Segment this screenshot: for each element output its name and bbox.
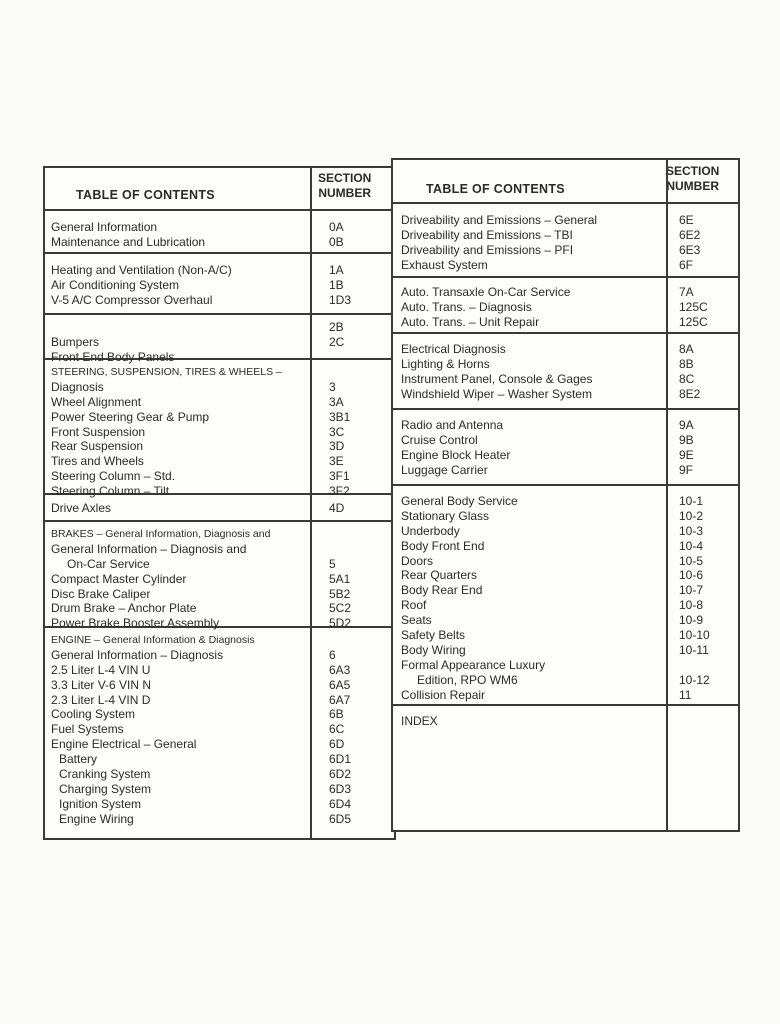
toc-group [45, 360, 394, 499]
toc-entry-section: 10-8 [679, 598, 704, 613]
toc-entry-section: 125C [679, 299, 708, 314]
toc-entry-section: 10-11 [679, 642, 709, 657]
toc-entry-title: Seats [401, 613, 432, 628]
toc-entry-section: 3D [329, 439, 345, 454]
toc-row [393, 243, 738, 258]
toc-entry-section: 8B [679, 356, 694, 371]
toc-row [393, 613, 738, 628]
toc-entry-title: Maintenance and Lubrication [51, 234, 206, 249]
toc-entry-section: 10-6 [679, 568, 704, 583]
toc-entry-section: 6B [329, 707, 344, 722]
toc-row [393, 539, 738, 554]
toc-entry-title: Body Wiring [401, 642, 466, 657]
toc-entry-title: Engine Electrical – General [51, 737, 197, 752]
toc-row [45, 693, 394, 708]
toc-entry-section: 6E2 [679, 227, 701, 242]
toc-entry-title: Radio and Antenna [401, 418, 504, 432]
toc-entry-title: Windshield Wiper – Washer System [401, 386, 592, 401]
toc-entry-title: STEERING, SUSPENSION, TIRES & WHEELS – [51, 366, 282, 378]
toc-row [45, 542, 394, 557]
toc-entry-section: 6D [329, 737, 345, 752]
toc-entry-section: 8A [679, 342, 694, 356]
toc-row [393, 673, 738, 688]
toc-entry-title: Underbody [401, 523, 460, 538]
toc-row [393, 258, 738, 273]
toc-entry-title: Doors [401, 553, 434, 568]
toc-row [45, 425, 394, 440]
toc-entry-title: Front Suspension [51, 424, 146, 439]
toc-row [45, 320, 394, 335]
toc-entry-title: Stationary Glass [401, 508, 490, 523]
toc-entry-section: 10-10 [679, 628, 710, 643]
toc-row [45, 648, 394, 663]
toc-entry-title: Air Conditioning System [51, 277, 180, 292]
toc-row [45, 572, 394, 587]
toc-entry-section: 10-9 [679, 613, 704, 628]
toc-entry-section: 10-5 [679, 553, 704, 568]
toc-group [393, 706, 738, 830]
toc-entry-title: Drum Brake – Anchor Plate [51, 601, 197, 616]
toc-entry-title: Power Brake Booster Assembly [51, 616, 220, 631]
toc-entry-section: 6F [679, 257, 694, 272]
toc-group [45, 254, 394, 315]
toc-row [393, 494, 738, 509]
toc-table-left [43, 166, 396, 840]
toc-entry-section: 6 [329, 647, 336, 662]
toc-entry-section: 11 [679, 687, 692, 702]
toc-row [45, 633, 394, 648]
toc-entry-title: Body Front End [401, 538, 485, 553]
toc-entry-title: Driveability and Emissions – General [401, 213, 598, 227]
toc-row [393, 568, 738, 583]
toc-group [45, 495, 394, 522]
toc-row [45, 557, 394, 572]
toc-row [45, 278, 394, 293]
toc-entry-title: Diagnosis [51, 379, 104, 394]
toc-title: TABLE OF CONTENTS [426, 182, 565, 196]
toc-entry-title: Tires and Wheels [51, 454, 144, 469]
toc-entry-title: Bumpers [51, 334, 100, 349]
toc-entry-section: 3B1 [329, 409, 351, 424]
toc-group [393, 334, 738, 410]
toc-entry-title: Exhaust System [401, 257, 488, 272]
toc-entry-title: Wheel Alignment [51, 394, 142, 409]
toc-row [45, 293, 394, 308]
section-number-heading: SECTION NUMBER [318, 171, 372, 200]
toc-entry-section: 6A3 [329, 662, 351, 677]
toc-entry-section: 8E2 [679, 386, 701, 401]
toc-entry-section: 8C [679, 371, 695, 386]
toc-entry-section: 3 [329, 379, 336, 394]
toc-entry-section: 10-3 [679, 523, 704, 538]
toc-entry-section: 0A [329, 220, 344, 234]
toc-entry-section: 6E3 [679, 242, 701, 257]
toc-entry-title: Cranking System [59, 767, 151, 782]
toc-row [45, 737, 394, 752]
toc-row [393, 213, 738, 228]
toc-row [45, 220, 394, 235]
toc-entry-title: 2.3 Liter L-4 VIN D [51, 692, 151, 707]
toc-row [393, 714, 738, 729]
toc-entry-title: Drive Axles [51, 501, 112, 515]
toc-entry-title: Rear Suspension [51, 439, 144, 454]
toc-row [393, 688, 738, 703]
toc-entry-title: Auto. Transaxle On-Car Service [401, 285, 571, 299]
toc-entry-section: 10-12 [679, 672, 710, 687]
toc-entry-section: 10-2 [679, 508, 704, 523]
toc-entry-section: 6A5 [329, 677, 351, 692]
toc-entry-section: 9A [679, 418, 694, 432]
toc-group [45, 211, 394, 254]
toc-row [45, 812, 394, 827]
toc-row [393, 448, 738, 463]
toc-entry-section: 3F1 [329, 469, 350, 484]
toc-entry-title: Safety Belts [401, 628, 466, 643]
toc-entry-section: 7A [679, 285, 694, 299]
toc-row [393, 357, 738, 372]
toc-entry-section: 3C [329, 424, 345, 439]
toc-entry-title: Cruise Control [401, 432, 478, 447]
toc-header-right [393, 160, 738, 204]
toc-entry-section: 4D [329, 501, 345, 515]
toc-entry-title: Heating and Ventilation (Non-A/C) [51, 263, 232, 277]
toc-entry-section: 125C [679, 314, 708, 329]
toc-row [393, 628, 738, 643]
toc-entry-section: 6D1 [329, 752, 352, 767]
toc-row [393, 463, 738, 478]
toc-entry-section: 10-7 [679, 583, 704, 598]
toc-entry-title: Engine Wiring [59, 811, 134, 826]
toc-row [45, 601, 394, 616]
toc-row [45, 663, 394, 678]
toc-row [45, 678, 394, 693]
toc-entry-title: Compact Master Cylinder [51, 571, 187, 586]
toc-row [393, 658, 738, 673]
toc-row [45, 501, 394, 516]
toc-entry-title: Driveability and Emissions – PFI [401, 242, 574, 257]
toc-entry-section: 2C [329, 334, 345, 349]
toc-row [393, 554, 738, 569]
toc-row [45, 797, 394, 812]
toc-entry-title: Ignition System [59, 796, 142, 811]
toc-entry-section: 6D2 [329, 767, 352, 782]
toc-entry-title: V-5 A/C Compressor Overhaul [51, 292, 213, 307]
toc-entry-title: Driveability and Emissions – TBI [401, 227, 573, 242]
toc-entry-title: Front End Body Panels [51, 349, 175, 364]
toc-entry-title: BRAKES – General Information, Diagnosis and [51, 528, 271, 540]
toc-entry-title: Body Rear End [401, 583, 483, 598]
toc-row [45, 587, 394, 602]
toc-entry-title: Charging System [59, 781, 152, 796]
toc-entry-title: On-Car Service [67, 556, 150, 571]
toc-row [45, 782, 394, 797]
toc-entry-title: Battery [59, 752, 98, 767]
toc-row [393, 387, 738, 402]
toc-row [393, 418, 738, 433]
toc-entry-title: Instrument Panel, Console & Gages [401, 371, 593, 386]
toc-entry-section: 5A1 [329, 571, 351, 586]
toc-entry-section: 6D3 [329, 781, 352, 796]
toc-entry-section: 3F2 [329, 484, 350, 499]
toc-row [45, 469, 394, 484]
toc-entry-section: 6A7 [329, 692, 351, 707]
toc-entry-title: Cooling System [51, 707, 136, 722]
toc-row [393, 598, 738, 613]
toc-row [45, 767, 394, 782]
toc-entry-section: 1A [329, 263, 344, 277]
toc-group [393, 410, 738, 486]
toc-row [45, 752, 394, 767]
toc-entry-title: Engine Block Heater [401, 447, 511, 462]
toc-entry-section: 1B [329, 277, 344, 292]
toc-row [45, 365, 394, 380]
toc-entry-section: 3E [329, 454, 344, 469]
toc-entry-section: 6E [679, 213, 694, 227]
toc-entry-title: Lighting & Horns [401, 356, 490, 371]
toc-entry-title: Steering Column – Std. [51, 469, 176, 484]
toc-group [45, 315, 394, 364]
toc-group [45, 522, 394, 631]
toc-entry-title: Auto. Trans. – Diagnosis [401, 299, 532, 314]
toc-row [45, 707, 394, 722]
toc-entry-title: General Information – Diagnosis and [51, 541, 247, 556]
toc-entry-section: 10-1 [679, 494, 704, 508]
toc-row [393, 300, 738, 315]
toc-entry-title: Electrical Diagnosis [401, 342, 506, 356]
toc-row [393, 285, 738, 300]
toc-row [393, 433, 738, 448]
toc-entry-section: 1D3 [329, 292, 352, 307]
toc-header-left [45, 168, 394, 211]
toc-entry-section: 0B [329, 234, 344, 249]
toc-entry-section: 6D5 [329, 811, 352, 826]
toc-entry-title: Fuel Systems [51, 722, 124, 737]
toc-row [393, 228, 738, 243]
toc-entry-section: 5D2 [329, 616, 352, 631]
toc-group [393, 486, 738, 706]
toc-entry-title: Rear Quarters [401, 568, 478, 583]
toc-title: TABLE OF CONTENTS [76, 188, 215, 202]
toc-entry-title: General Information – Diagnosis [51, 647, 224, 662]
toc-row [45, 454, 394, 469]
toc-entry-section: 5C2 [329, 601, 352, 616]
toc-entry-title: Disc Brake Caliper [51, 586, 151, 601]
toc-entry-title: Edition, RPO WM6 [417, 672, 518, 687]
toc-entry-section: 9F [679, 462, 694, 477]
toc-row [393, 583, 738, 598]
toc-entry-title: Formal Appearance Luxury [401, 657, 546, 672]
toc-row [45, 410, 394, 425]
toc-entry-section: 9E [679, 447, 694, 462]
toc-entry-title: 3.3 Liter V-6 VIN N [51, 677, 152, 692]
toc-table-right [391, 158, 740, 832]
toc-entry-title: ENGINE – General Information & Diagnosis [51, 634, 255, 646]
toc-entry-section: 9B [679, 432, 694, 447]
toc-row [393, 524, 738, 539]
toc-entry-title: Power Steering Gear & Pump [51, 409, 210, 424]
toc-row [45, 380, 394, 395]
toc-row [45, 335, 394, 350]
toc-entry-title: Collision Repair [401, 687, 486, 702]
toc-entry-section: 6C [329, 722, 345, 737]
toc-entry-title: Luggage Carrier [401, 462, 488, 477]
toc-row [45, 722, 394, 737]
toc-entry-section: 2B [329, 320, 344, 334]
toc-entry-section: 5B2 [329, 586, 351, 601]
toc-row [45, 235, 394, 250]
toc-row [45, 395, 394, 410]
toc-row [393, 315, 738, 330]
toc-entry-section: 3A [329, 394, 344, 409]
toc-row [45, 439, 394, 454]
toc-entry-section: 6D4 [329, 796, 352, 811]
toc-group [393, 278, 738, 334]
toc-row [393, 342, 738, 357]
toc-entry-section: 10-4 [679, 538, 704, 553]
toc-entry-section: 5 [329, 556, 336, 571]
toc-group [45, 628, 394, 838]
toc-entry-title: Auto. Trans. – Unit Repair [401, 314, 540, 329]
toc-row [45, 263, 394, 278]
toc-entry-title: General Information [51, 220, 158, 234]
toc-entry-title: Roof [401, 598, 427, 613]
toc-entry-title: Steering Column – Tilt [51, 484, 170, 499]
toc-row [393, 372, 738, 387]
toc-row [393, 643, 738, 658]
toc-entry-title: INDEX [401, 714, 438, 728]
section-number-heading: SECTION NUMBER [666, 164, 720, 193]
toc-row [393, 509, 738, 524]
toc-group [393, 204, 738, 278]
toc-entry-title: General Body Service [401, 494, 518, 508]
toc-row [45, 527, 394, 542]
toc-entry-title: 2.5 Liter L-4 VIN U [51, 662, 151, 677]
